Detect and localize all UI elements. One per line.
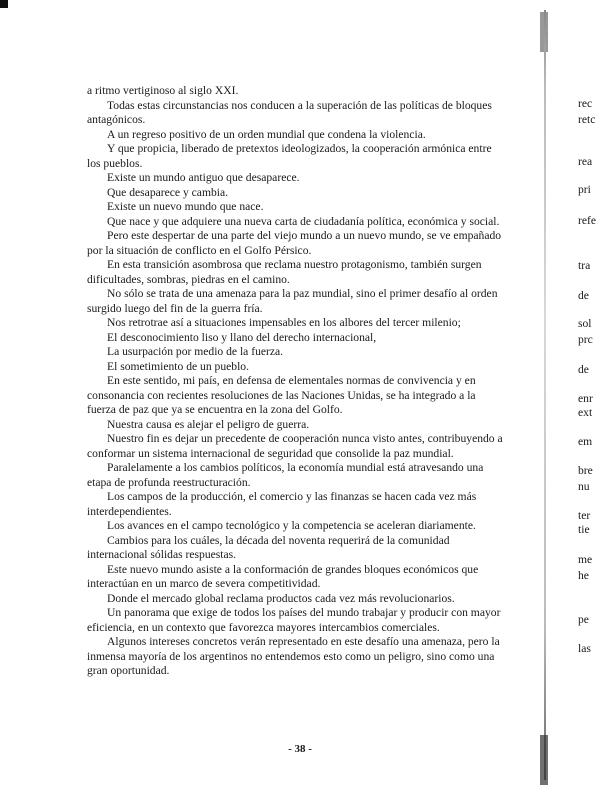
paragraph: El desconocimiento liso y llano del derecho internacional, [107,330,377,344]
paragraph: Los avances en el campo tecnológico y la competencia se aceleran diariamente. [107,519,476,532]
paragraph: Existe un mundo antiguo que desaparece. [107,171,300,184]
facing-page-fragment: pri [578,183,591,196]
facing-page-fragment: retc [578,113,596,126]
paragraph: Que nace y que adquiere una nueva carta de ciudadanía política, económica y social. [107,214,500,228]
facing-page-fragment: he [578,569,589,582]
paragraph: Este nuevo mundo asiste a la conformación de grandes bloques económicos que interactúan en un marco de severa competitividad. [87,562,479,590]
facing-page-fragment: pe [578,613,589,626]
paragraph: El sometimiento de un pueblo. [107,359,250,373]
facing-page-fragment: rec [578,97,593,110]
paragraph: Un panorama que exige de todos los países del mundo trabajar y producir con mayor eficiencia, en un contexto que favorezca mayores intercambios comerciales. [87,606,501,634]
facing-page-fragment: de [578,363,589,376]
facing-page-fragment: ext [578,406,593,419]
facing-page-fragment: ter [578,509,591,522]
paragraph: Nos retrotrae así a situaciones impensables en los albores del tercer milenio; [107,316,461,329]
facing-page-fragment: sol [578,317,592,330]
paragraph: Cambios para los cuáles, la década del noventa requerirá de la comunidad internacional sólidas respuestas. [87,533,450,561]
paragraph: Nuestro fin es dejar un precedente de cooperación nunca visto antes, contribuyendo a conformar un sistema internacional de seguridad que consolide la paz mundial. [87,432,503,460]
scan-corner-mark [0,0,8,8]
facing-page-fragment: las [578,642,591,655]
paragraph: La usurpación por medio de la fuerza. [107,345,284,358]
paragraph: Todas estas circunstancias nos conducen a la superación de las políticas de bloques antagónicos. [87,98,492,126]
paragraph: Que desaparece y cambia. [107,185,229,199]
paragraph: A un regreso positivo de un orden mundial que condena la violencia. [107,127,426,141]
paragraph: Los campos de la producción, el comercio y las finanzas se hacen cada vez más interdependientes. [87,490,477,518]
paragraph: En esta transición asombrosa que reclama nuestro protagonismo, también surgen dificultades, sombras, piedras en el camino. [87,258,482,286]
facing-page-fragment: de [578,289,589,302]
facing-page-fragment: em [578,435,593,448]
paragraph: Nuestra causa es alejar el peligro de guerra. [107,417,310,431]
facing-page-fragment: rea [578,155,593,168]
facing-page-fragment: me [578,553,593,566]
paragraph: Y que propicia, liberado de pretextos ideologizados, la cooperación armónica entre los pueblos. [87,142,492,170]
paragraph: Paralelamente a los cambios políticos, la economía mundial está atravesando una etapa de profunda reestructuración. [87,461,484,489]
paragraph: Pero este despertar de una parte del viejo mundo a un nuevo mundo, se ve empañado por la situación de conflicto en el Golfo Pérsico. [87,229,502,257]
paragraph: Donde el mercado global reclama productos cada vez más revolucionarios. [107,591,455,605]
facing-page-fragment: prc [578,333,593,346]
facing-page-fragment: enr [578,392,593,405]
facing-page-fragment: bre [578,464,593,477]
paragraph: Algunos intereses concretos verán representado en este desafío una amenaza, pero la inmensa mayoría de los argentinos no entendemos esto como un peligro, sino como una gran oportunidad. [87,635,500,677]
facing-page-fragment: refe [578,214,597,227]
facing-page-fragment: tra [578,259,591,272]
body-text [87,84,505,679]
facing-page-fragment: nu [578,480,590,493]
paragraph: No sólo se trata de una amenaza para la paz mundial, sino el primer desafío al orden surgido luego del fin de la guerra fría. [87,287,498,315]
paragraph: En este sentido, mi país, en defensa de elementales normas de convivencia y en consonancia con recientes resoluciones de las Naciones Unidas, se ha integrado a la fuerza de paz que ya se encuentra en la zona del Golfo. [87,374,476,416]
paragraph: a ritmo vertiginoso al siglo XXI. [87,84,239,97]
facing-page-fragment: tie [578,523,590,536]
binding-gutter [544,10,546,780]
page-number: - 38 - [288,743,312,755]
facing-page-fragments [578,0,600,792]
paragraph: Existe un nuevo mundo que nace. [107,200,264,213]
binding-shadow-bottom [540,735,548,785]
